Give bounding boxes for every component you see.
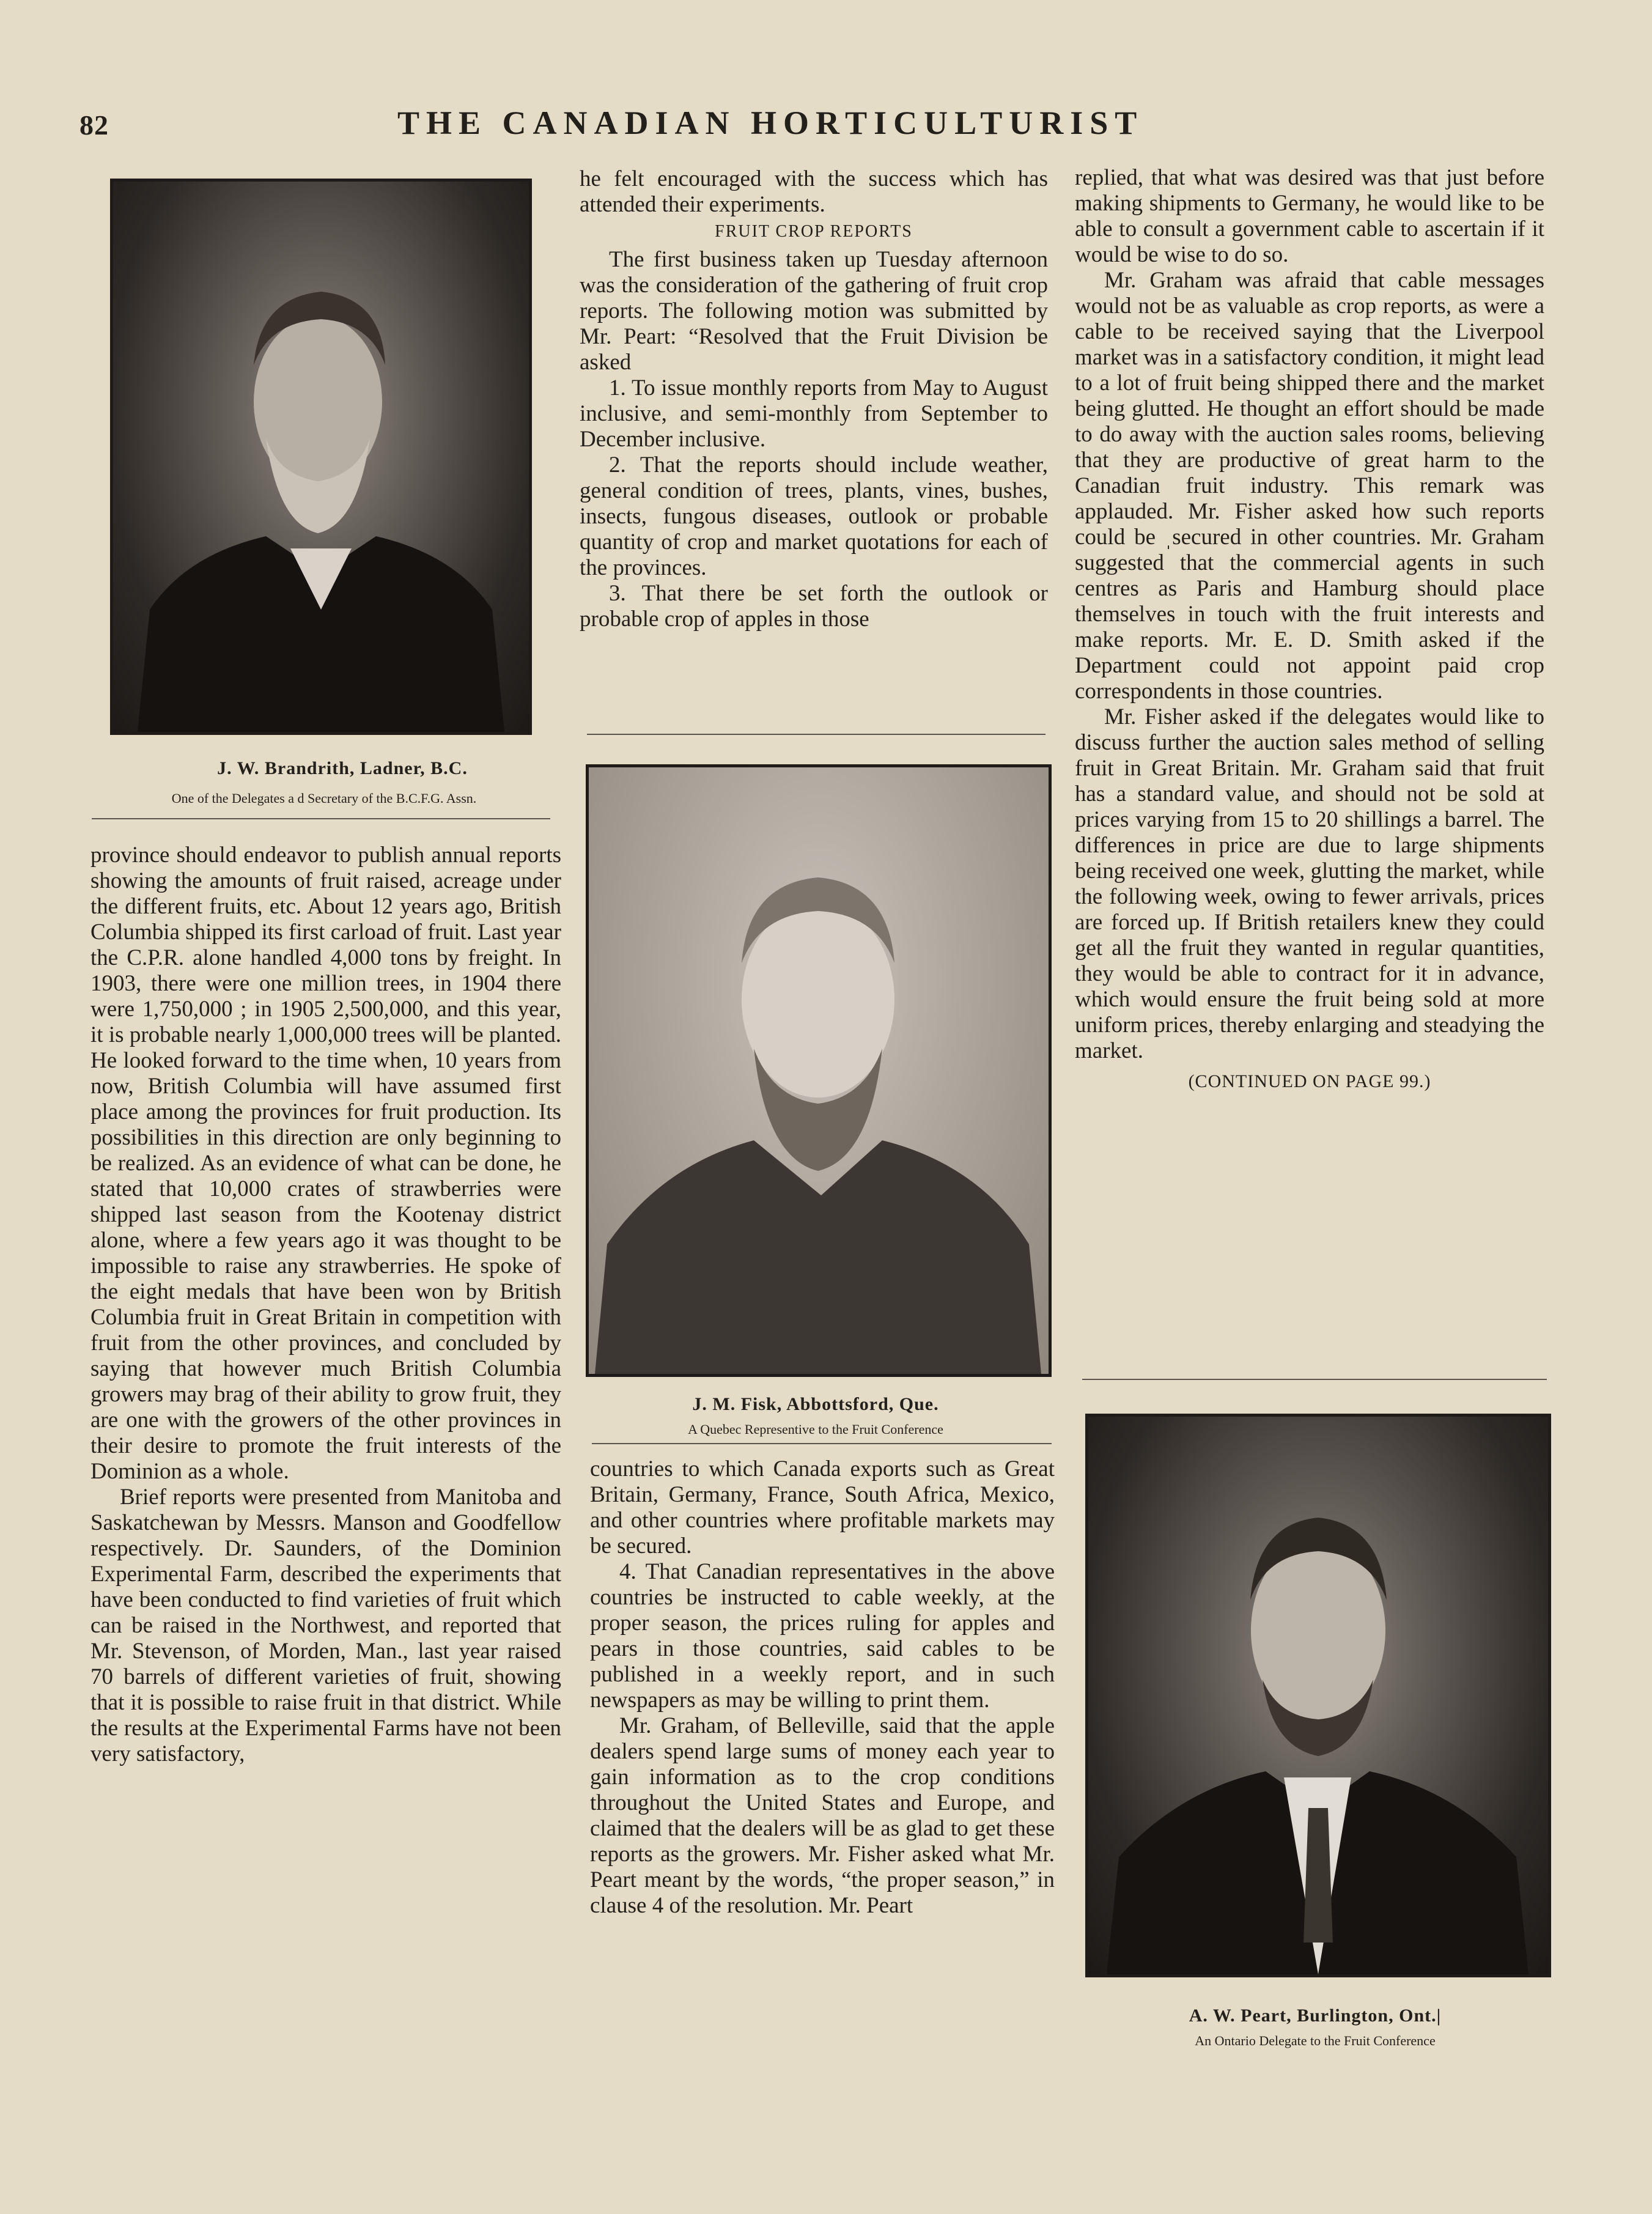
caption-rule: [92, 818, 550, 819]
portrait-silhouette-icon: [113, 182, 529, 732]
portrait-fisk: [586, 764, 1052, 1377]
portrait-silhouette-icon: [589, 767, 1049, 1374]
paragraph: Brief reports were presented from Manitoba and Saskatchewan by Messrs. Manson and Goodfellow respectively. Dr. Saunders, of the Dominion Experimental Farm, described the experiments that have been conducted to find varieties of fruit which can be raised in the Northwest, and reported that Mr. Stevenson, of Morden, Man., last year raised 70 barrels of different varieties of fruit, showing that it is possible to raise fruit in that district. While the results at the Experimental Farms have not been very satisfactory,: [90, 1485, 561, 1766]
paragraph: 4. That Canadian representatives in the above countries be instructed to cable weekly, at the proper season, the prices ruling for apples and pears in those countries, said cables to be published in a weekly report, and in such newspapers as may be willing to print them.: [590, 1559, 1055, 1713]
article-column-1: [90, 843, 561, 1767]
page-number: 82: [79, 109, 109, 141]
caption-name-fisk: J. M. Fisk, Abbottsford, Que.: [692, 1394, 939, 1414]
paragraph: 2. That the reports should include weather, general condition of trees, plants, vines, bushes, insects, fungous diseases, outlook or probable quantity of crop and market quotations for each of the provinces.: [580, 452, 1048, 580]
caption-name-brandrith: J. W. Brandrith, Ladner, B.C.: [217, 758, 468, 778]
caption-sub-brandrith: One of the Delegates a d Secretary of the B.C.F.G. Assn.: [171, 791, 477, 806]
caption-sub-fisk: A Quebec Representive to the Fruit Conference: [688, 1422, 943, 1437]
paragraph: he felt encouraged with the success which has attended their experiments.: [580, 166, 1048, 217]
caption-sub-peart: An Ontario Delegate to the Fruit Conference: [1195, 2033, 1436, 2048]
portrait-brandrith: [110, 179, 532, 735]
article-column-2-bottom: [590, 1456, 1055, 1919]
paragraph: The first business taken up Tuesday afternoon was the consideration of the gathering of fruit crop reports. The following motion was submitted by Mr. Peart: “Resolved that the Fruit Division be asked: [580, 247, 1048, 375]
column-rule: [1082, 1379, 1547, 1380]
portrait-peart: [1085, 1414, 1551, 1977]
article-column-2-top: [580, 166, 1048, 632]
paragraph: province should endeavor to publish annual reports showing the amounts of fruit raised, acreage under the different fruits, etc. About 12 years ago, British Columbia shipped its first carload of fruit. Last year the C.P.R. alone handled 4,000 tons by freight. In 1903, there were one million trees, in 1904 there were 1,750,000 ; in 1905 2,500,000, and this year, it is probable nearly 1,000,000 trees will be planted. He looked forward to the time when, 10 years from now, British Columbia will have assumed first place among the provinces for fruit production. Its possibilities in this direction are only beginning to be realized. As an evidence of what can be done, he stated that 10,000 crates of strawberries were shipped last season from the Kootenay district alone, where a few years ago it was thought to be impossible to raise any strawberries. He spoke of the eight medals that have been won by British Columbia fruit in Great Britain in competition with fruit from the other provinces, and concluded by saying that however much British Columbia growers may brag of their ability to grow fruit, they are one with the growers of the other provinces in their desire to promote the fruit interests of the Dominion as a whole.: [90, 843, 561, 1484]
paragraph: 1. To issue monthly reports from May to August inclusive, and semi-monthly from September to December inclusive.: [580, 375, 1048, 452]
paragraph: Mr. Graham was afraid that cable messages would not be as valuable as crop reports, as were a cable to be received saying that the Liverpool market was in a satisfactory condition, it might lead to a lot of fruit being shipped there and the market being glutted. He thought an effort should be made to do away with the auction sales rooms, believing that they are productive of great harm to the Canadian fruit industry. This remark was applauded. Mr. Fisher asked how such reports could be ˌsecured in other countries. Mr. Graham suggested that the commercial agents in such centres as Paris and Hamburg should place themselves in touch with the fruit interests and make reports. Mr. E. D. Smith asked if the Department could not appoint paid crop correspondents in those countries.: [1075, 268, 1544, 704]
paragraph: replied, that what was desired was that just before making shipments to Germany, he would like to be able to consult a government cable to ascertain if it would be wise to do so.: [1075, 165, 1544, 267]
caption-rule: [592, 1443, 1052, 1444]
portrait-silhouette-icon: [1088, 1417, 1548, 1974]
paragraph: 3. That there be set forth the outlook or probable crop of apples in those: [580, 581, 1048, 632]
column-rule: [587, 734, 1045, 735]
paragraph: Mr. Fisher asked if the delegates would like to discuss further the auction sales method of selling fruit in Great Britain. Mr. Graham said that fruit has a standard value, and should not be sold at prices varying from 15 to 20 shillings a barrel. The differences in price are due to large shipments being received one week, glutting the market, while the following week, owing to fewer arrivals, prices are forced up. If British retailers knew they could get all the fruit they wanted in regular quantities, they would be able to contract for it in advance, which would ensure the fruit being sold at more uniform prices, thereby enlarging and steadying the market.: [1075, 704, 1544, 1063]
paragraph: countries to which Canada exports such as Great Britain, Germany, France, South Africa, Mexico, and other countries where profitable markets may be secured.: [590, 1456, 1055, 1559]
paragraph: Mr. Graham, of Belleville, said that the apple dealers spend large sums of money each year to gain information as to the crop conditions throughout the United States and Europe, and claimed that the dealers will be as glad to get these reports as the growers. Mr. Fisher asked what Mr. Peart meant by the words, “the proper season,” in clause 4 of the resolution. Mr. Peart: [590, 1713, 1055, 1918]
publication-title: THE CANADIAN HORTICULTURIST: [397, 105, 1144, 141]
section-heading: FRUIT CROP REPORTS: [715, 222, 913, 241]
article-column-3: [1075, 165, 1544, 1094]
continued-note: (CONTINUED ON PAGE 99.): [1188, 1071, 1431, 1091]
caption-name-peart: A. W. Peart, Burlington, Ont.|: [1189, 2006, 1442, 2026]
